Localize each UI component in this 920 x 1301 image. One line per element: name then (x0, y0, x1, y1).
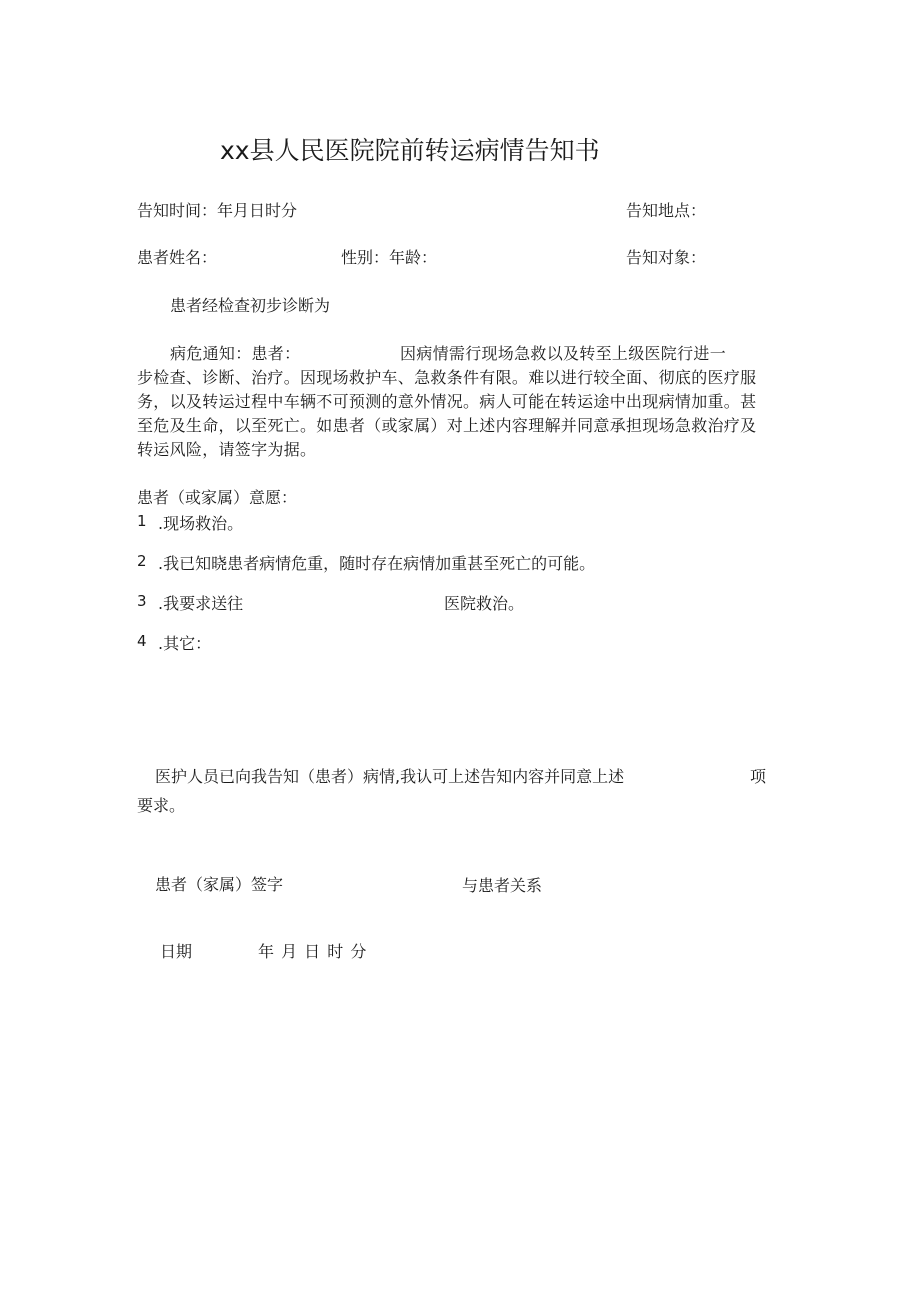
wish-item-number: 4 (137, 632, 147, 650)
document-title: xx县人民医院院前转运病情告知书 (220, 136, 600, 165)
notify-target-label: 告知对象： (626, 248, 707, 267)
consent-line1: 医护人员已向我告知（患者）病情,我认可上述告知内容并同意上述 (155, 767, 625, 786)
signature-label: 患者（家属）签字 (155, 875, 284, 894)
relation-label: 与患者关系 (462, 876, 543, 895)
wish-item-number: 3 (137, 592, 147, 610)
critical-notice-line5: 转运风险，请签字为据。 (137, 440, 317, 459)
wish-item-number: 2 (137, 552, 147, 570)
notify-time-label: 告知时间：年月日时分 (137, 201, 298, 220)
consent-line2: 要求。 (137, 796, 186, 815)
consent-line1-end: 项 (750, 767, 767, 786)
date-label: 日期 (160, 942, 193, 961)
notify-place-label: 告知地点： (626, 201, 707, 220)
wishes-heading: 患者（或家属）意愿： (137, 488, 298, 507)
critical-notice-lead: 病危通知：患者： (170, 344, 301, 363)
critical-notice-line2: 步检查、诊断、治疗。因现场救护车、急救条件有限。难以进行较全面、彻底的医疗服 (137, 368, 757, 387)
wish-item-text: .其它： (158, 634, 212, 653)
wish-item-number: 1 (137, 512, 147, 530)
wish-item-text: .现场救治。 (158, 514, 244, 533)
wish-item-text: .我要求送往 (158, 594, 244, 613)
diagnosis-text: 患者经检查初步诊断为 (170, 296, 331, 315)
wish-item-suffix: 医院救治。 (444, 594, 525, 613)
critical-notice-line3: 务，以及转运过程中车辆不可预测的意外情况。病人可能在转运途中出现病情加重。甚 (137, 392, 757, 411)
critical-notice-line1: 因病情需行现场急救以及转至上级医院行进一 (400, 344, 727, 363)
gender-age-label: 性别：年龄： (341, 248, 438, 267)
date-value: 年 月 日 时 分 (258, 942, 368, 961)
wish-item-text: .我已知晓患者病情危重，随时存在病情加重甚至死亡的可能。 (158, 554, 596, 573)
patient-name-label: 患者姓名： (137, 248, 218, 267)
critical-notice-line4: 至危及生命，以至死亡。如患者（或家属）对上述内容理解并同意承担现场急救治疗及 (137, 416, 757, 435)
